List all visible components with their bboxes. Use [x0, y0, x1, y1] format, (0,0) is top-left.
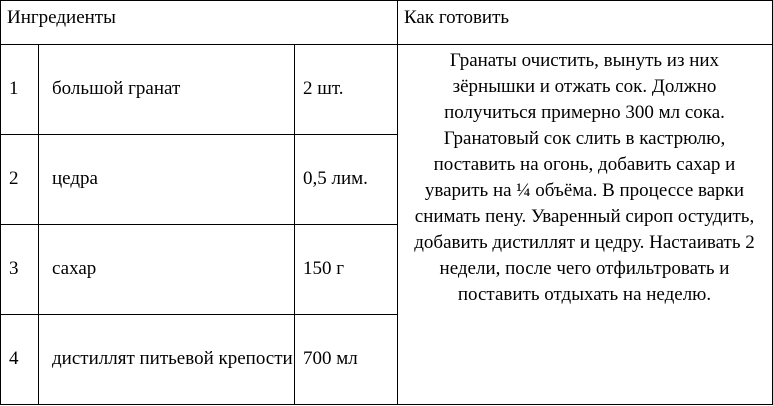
ingredient-name: цедра — [39, 134, 295, 224]
row-number: 2 — [1, 134, 39, 224]
row-number: 4 — [1, 314, 39, 404]
ingredient-name: сахар — [39, 224, 295, 314]
header-how-to-cook: Как готовить — [398, 1, 773, 45]
row-number: 1 — [1, 44, 39, 134]
table-row — [1, 44, 773, 134]
ingredient-name: дистиллят питьевой крепости — [39, 314, 295, 404]
row-number: 3 — [1, 224, 39, 314]
header-ingredients: Ингредиенты — [1, 1, 398, 45]
ingredient-quantity: 150 г — [295, 224, 398, 314]
ingredient-quantity: 0,5 лим. — [295, 134, 398, 224]
cooking-instructions: Гранаты очистить, вынуть из них зёрнышки и отжать сок. Должно получиться примерно 300 мл сока. Гранатовый сок слить в кастрюлю, поставить на огонь, добавить сахар и уварить на ¼ объёма. В процессе варки снимать пену. Уваренный сироп остудить, добавить дистиллят и цедру. Настаивать 2 недели, после чего отфильтровать и поставить отдыхать на неделю. — [398, 44, 773, 404]
ingredient-name: большой гранат — [39, 44, 295, 134]
ingredient-quantity: 2 шт. — [295, 44, 398, 134]
table-header-row — [1, 1, 773, 45]
ingredient-quantity: 700 мл — [295, 314, 398, 404]
